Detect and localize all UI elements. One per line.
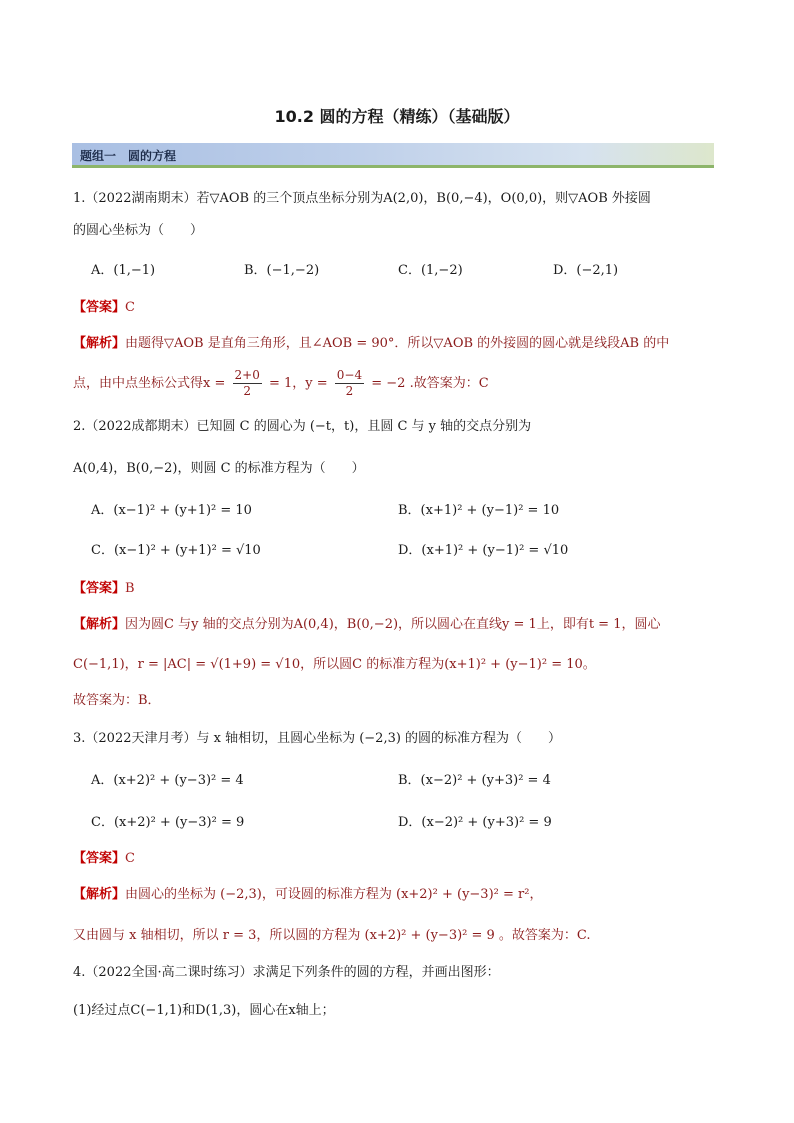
answer-label: 【答案】 <box>73 300 126 315</box>
answer-value: C <box>125 300 135 315</box>
q2-option-c: C．(x−1)² + (y+1)² = √10 <box>91 543 261 558</box>
fraction-denominator: 2 <box>345 384 354 398</box>
q3-analysis-line2: 又由圆与 x 轴相切，所以 r = 3，所以圆的方程为 (x+2)² + (y−3)² = 9 。故答案为：C. <box>73 928 591 943</box>
analysis-label: 【解析】 <box>73 617 126 632</box>
analysis-text: = −2 .故答案为：C <box>371 376 489 391</box>
answer-label: 【答案】 <box>73 851 126 866</box>
q2-analysis-line1 <box>73 616 660 634</box>
q1-stem-line1: 1.（2022湖南期末）若▽AOB 的三个顶点坐标分别为A(2,0)，B(0,−4)，O(0,0)，则▽AOB 外接圆 <box>73 191 651 206</box>
section-header-bar <box>72 143 714 168</box>
q1-option-b: B．(−1,−2) <box>244 263 320 278</box>
q2-analysis-line2: C(−1,1)，r = |AC| = √(1+9) = √10，所以圆C 的标准方程为(x+1)² + (y−1)² = 10。 <box>73 657 596 672</box>
q2-stem-line2: A(0,4)，B(0,−2)，则圆 C 的标准方程为（ ） <box>73 461 365 476</box>
section-title: 题组一 圆的方程 <box>80 149 177 163</box>
analysis-text: 因为圆C 与y 轴的交点分别为A(0,4)，B(0,−2)，所以圆心在直线y = 1上，即有t = 1，圆心 <box>125 617 661 632</box>
q1-option-d: D．(−2,1) <box>553 263 619 278</box>
q3-answer <box>73 850 135 868</box>
analysis-text: 由题得▽AOB 是直角三角形，且∠AOB = 90°．所以▽AOB 的外接圆的圆心就是线段AB 的中 <box>125 336 670 351</box>
answer-label: 【答案】 <box>73 581 126 596</box>
analysis-text: = 1，y = <box>268 376 328 391</box>
fraction-denominator: 2 <box>243 384 251 398</box>
q2-option-a: A．(x−1)² + (y+1)² = 10 <box>91 503 252 518</box>
q2-stem-line1: 2.（2022成都期末）已知圆 C 的圆心为 (−t，t)，且圆 C 与 y 轴的交点分别为 <box>73 419 532 434</box>
fraction-numerator: 0−4 <box>336 368 363 382</box>
q1-analysis-line1 <box>73 335 669 353</box>
q2-analysis-line3: 故答案为：B． <box>73 693 161 708</box>
q3-analysis-line1 <box>73 886 542 904</box>
answer-value: C <box>125 851 135 866</box>
q3-option-d: D．(x−2)² + (y+3)² = 9 <box>398 815 552 830</box>
q3-option-c: C．(x+2)² + (y−3)² = 9 <box>91 815 245 830</box>
analysis-label: 【解析】 <box>73 887 126 902</box>
q3-option-b: B．(x−2)² + (y+3)² = 4 <box>398 773 551 788</box>
fraction-numerator: 2+0 <box>234 368 260 382</box>
q1-stem-line2: 的圆心坐标为（ ） <box>73 223 204 238</box>
q1-answer <box>73 299 135 317</box>
q4-stem-line1: 4.（2022全国·高二课时练习）求满足下列条件的圆的方程，并画出图形： <box>73 965 500 980</box>
fraction <box>233 368 262 399</box>
analysis-label: 【解析】 <box>73 336 126 351</box>
page-title: 10.2 圆的方程（精练）（基础版） <box>274 107 520 126</box>
q3-option-a: A．(x+2)² + (y−3)² = 4 <box>91 773 244 788</box>
q2-option-b: B．(x+1)² + (y−1)² = 10 <box>398 503 560 518</box>
analysis-text: 由圆心的坐标为 (−2,3)，可设圆的标准方程为 (x+2)² + (y−3)² = r²， <box>125 887 543 902</box>
q1-option-a: A．(1,−1) <box>91 263 156 278</box>
q2-answer <box>73 580 135 598</box>
q3-stem-line1: 3.（2022天津月考）与 x 轴相切，且圆心坐标为 (−2,3) 的圆的标准方程为（ ） <box>73 731 562 746</box>
fraction <box>335 368 364 399</box>
q4-stem-line2: (1)经过点C(−1,1)和D(1,3)，圆心在x轴上； <box>73 1003 335 1018</box>
q1-option-c: C．(1,−2) <box>398 263 463 278</box>
answer-value: B <box>125 581 135 596</box>
analysis-text: 点，由中点坐标公式得x = <box>73 376 226 391</box>
q2-option-d: D．(x+1)² + (y−1)² = √10 <box>398 543 569 558</box>
q1-analysis-line2 <box>73 368 489 399</box>
